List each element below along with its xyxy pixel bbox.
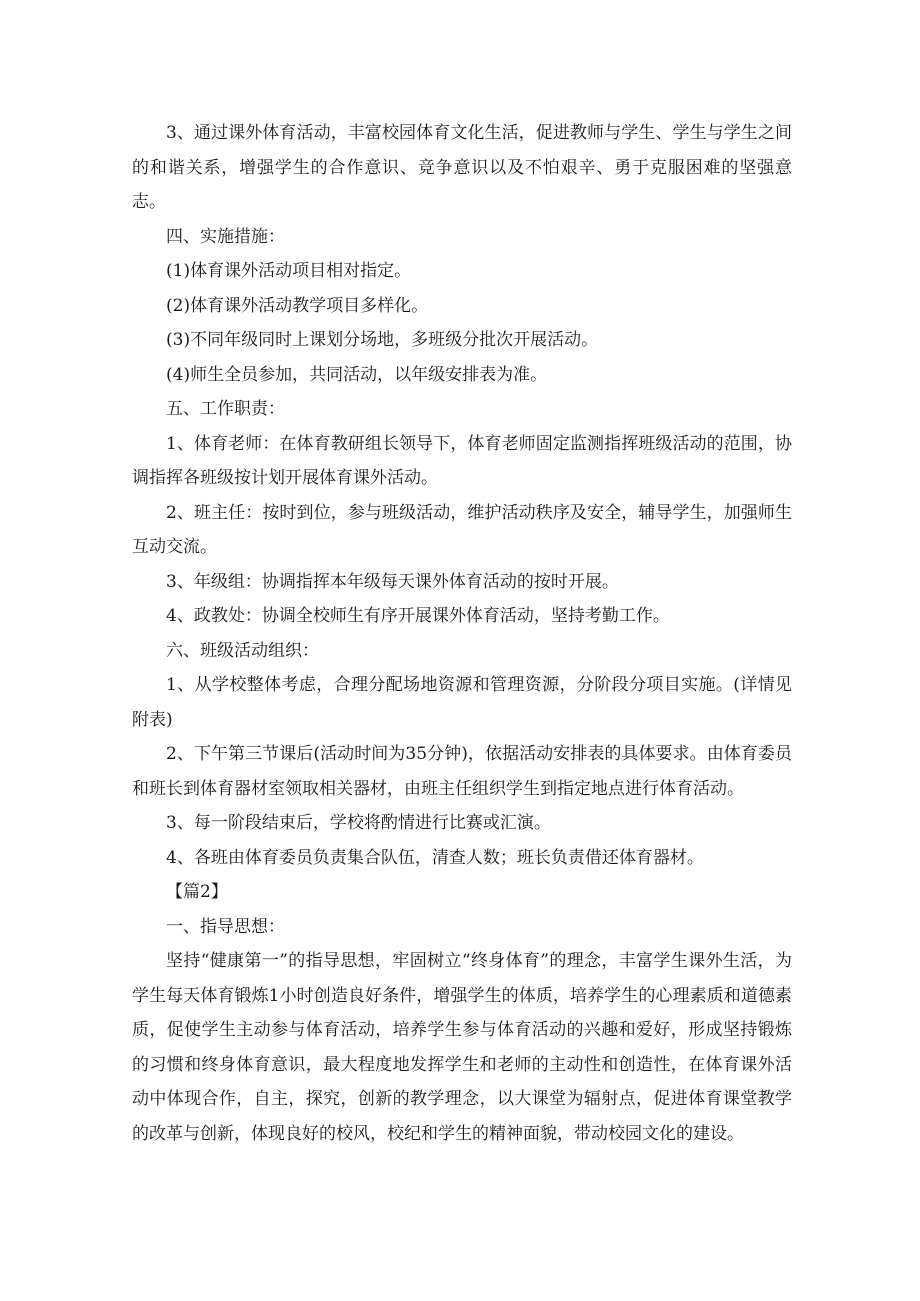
duty-item-3: 3、年级组：协调指挥本年级每天课外体育活动的按时开展。 bbox=[166, 571, 619, 592]
organization-item-2: 2、下午第三节课后(活动时间为35分钟)，依据活动安排表的具体要求。由体育委员和班长到体育器材室领取相关器材，由班主任组织学生到指定地点进行体育活动。 bbox=[132, 744, 792, 799]
heading-guiding-idea: 一、指导思想： bbox=[166, 916, 285, 937]
duty-item-1: 1、体育老师：在体育教研组长领导下，体育老师固定监测指挥班级活动的范围，协调指挥各班级按计划开展体育课外活动。 bbox=[132, 433, 792, 488]
section-marker-piece-2: 【篇2】 bbox=[166, 882, 228, 902]
organization-item-4: 4、各班由体育委员负责集合队伍，清查人数；班长负责借还体育器材。 bbox=[166, 847, 704, 868]
heading-organization: 六、班级活动组织： bbox=[166, 640, 319, 661]
paragraph-goal-3: 3、通过课外体育活动，丰富校园体育文化生活，促进教师与学生、学生与学生之间的和谐关系，增强学生的合作意识、竞争意识以及不怕艰辛、勇于克服困难的坚强意志。 bbox=[132, 123, 792, 212]
document-body bbox=[132, 116, 792, 1151]
heading-measures: 四、实施措施： bbox=[166, 226, 285, 247]
duty-item-4: 4、政教处：协调全校师生有序开展课外体育活动，坚持考勤工作。 bbox=[166, 606, 670, 626]
duty-item-2: 2、班主任：按时到位，参与班级活动，维护活动秩序及安全，辅导学生，加强师生互动交流。 bbox=[132, 502, 792, 557]
measure-item-1: (1)体育课外活动项目相对指定。 bbox=[166, 261, 412, 281]
measure-item-2: (2)体育课外活动教学项目多样化。 bbox=[166, 295, 429, 316]
measure-item-3: (3)不同年级同时上课划分场地，多班级分批次开展活动。 bbox=[166, 330, 599, 350]
organization-item-3: 3、每一阶段结束后，学校将酌情进行比赛或汇演。 bbox=[166, 813, 551, 833]
paragraph-guiding-idea: 坚持“健康第一”的指导思想，牢固树立“终身体育”的理念，丰富学生课外生活，为学生每天体育锻炼1小时创造良好条件，增强学生的体质，培养学生的心理素质和道德素质，促使学生主动参与体育活动，培养学生参与体育活动的兴趣和爱好，形成坚持锻炼的习惯和终身体育意识，最大程度地发挥学生和老师的主动性和创造性，在体育课外活动中体现合作，自主，探究，创新的教学理念，以大课堂为辐射点，促进体育课堂教学的改革与创新，体现良好的校风，校纪和学生的精神面貌，带动校园文化的建设。 bbox=[132, 951, 792, 1144]
organization-item-1: 1、从学校整体考虑，合理分配场地资源和管理资源，分阶段分项目实施。(详情见附表) bbox=[132, 675, 792, 730]
heading-duties: 五、工作职责： bbox=[166, 399, 285, 419]
measure-item-4: (4)师生全员参加，共同活动，以年级安排表为准。 bbox=[166, 364, 548, 385]
